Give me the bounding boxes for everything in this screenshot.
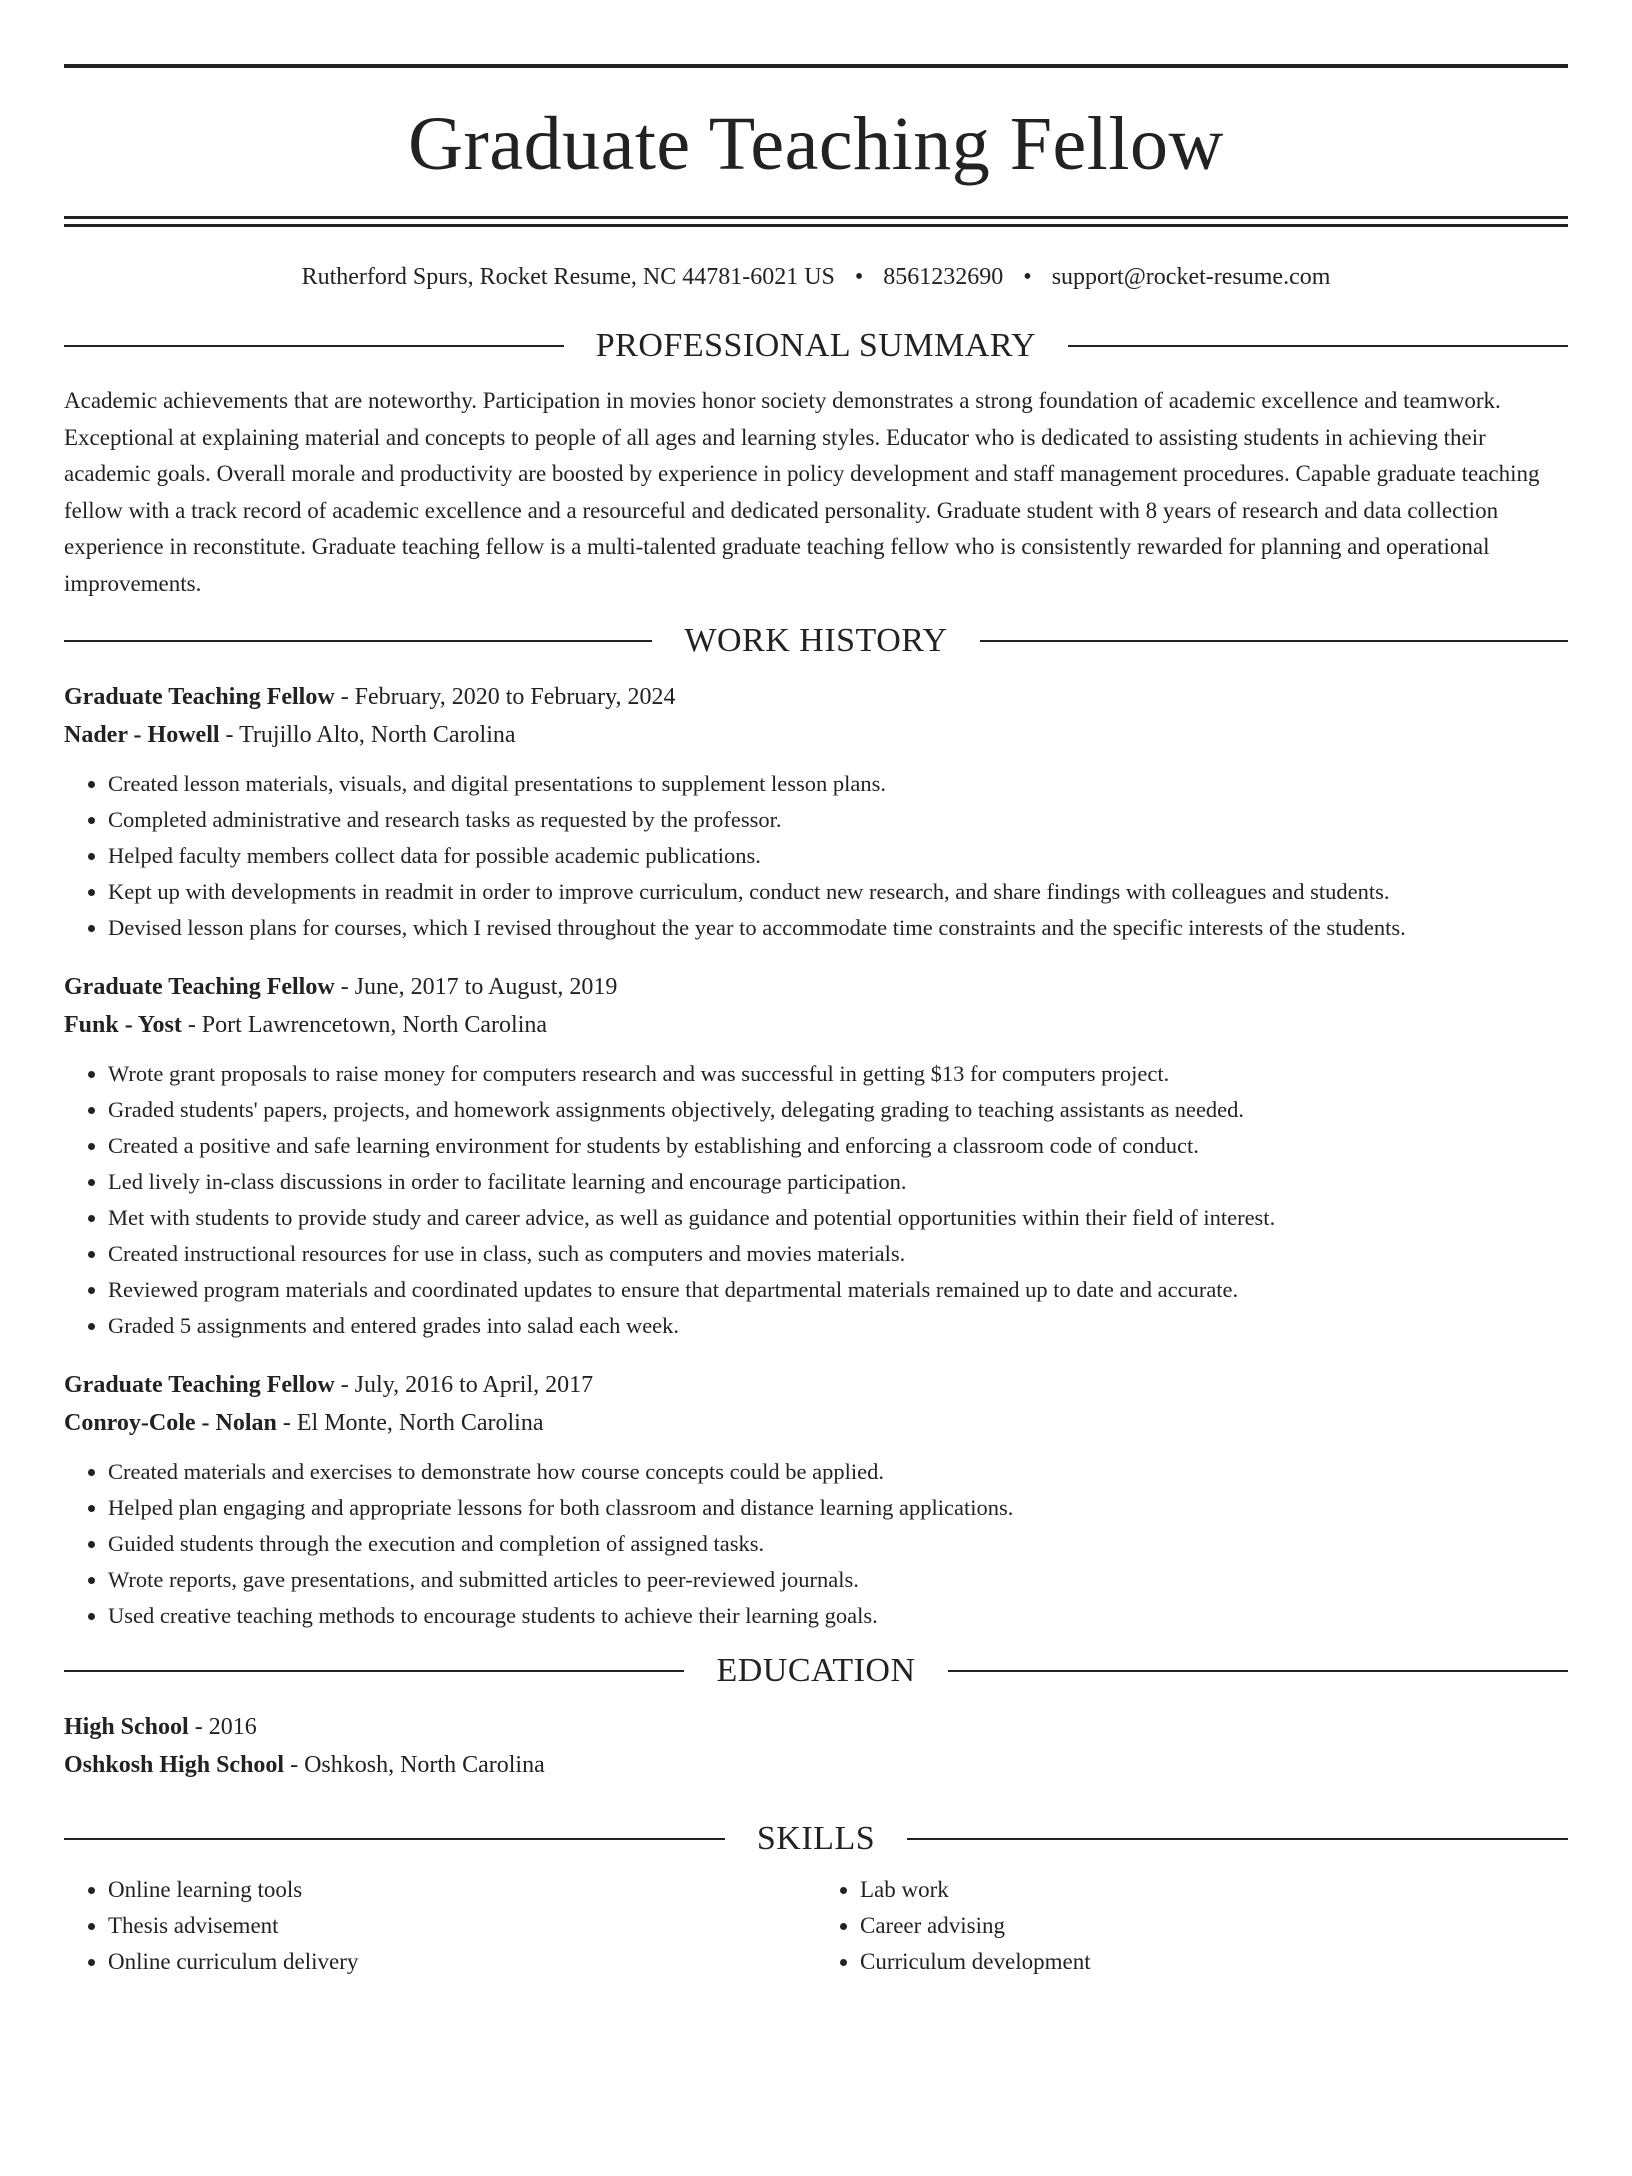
skills-heading: [64, 1822, 1568, 1856]
education-degree: High School: [64, 1714, 189, 1740]
education-location: - Oshkosh, North Carolina: [284, 1752, 545, 1778]
double-rule: [64, 216, 1568, 227]
education-year: - 2016: [188, 1714, 257, 1740]
job-title-line: [64, 678, 1568, 716]
contact-phone: 8561232690: [883, 264, 1004, 290]
job-dates: - July, 2016 to April, 2017: [334, 1372, 594, 1398]
skills-column-left: [64, 1872, 816, 1980]
contact-address: Rutherford Spurs, Rocket Resume, NC 44781-6021 US: [301, 264, 835, 290]
resume-page: [0, 64, 1632, 2176]
list-item: • Devised lesson plans for courses, which I revised throughout the year to accommodate time constraints and the specific interests of the students.: [108, 910, 1568, 946]
list-item: • Curriculum development: [860, 1944, 1568, 1980]
contact-separator: •: [1023, 264, 1032, 290]
job-location: - Port Lawrencetown, North Carolina: [181, 1012, 548, 1038]
education-degree-line: [64, 1708, 1568, 1746]
education-school: Oshkosh High School: [64, 1752, 285, 1778]
job-company: Nader - Howell: [64, 722, 220, 748]
heading-rule: [948, 1670, 1568, 1672]
heading-rule: [64, 1670, 684, 1672]
list-item: • Used creative teaching methods to encourage students to achieve their learning goals.: [108, 1598, 1568, 1634]
job-location: - Trujillo Alto, North Carolina: [219, 722, 516, 748]
list-item: • Led lively in-class discussions in order to facilitate learning and encourage participation.: [108, 1164, 1568, 1200]
heading-rule: [64, 345, 564, 347]
education-entry: [64, 1708, 1568, 1784]
job-dates: - February, 2020 to February, 2024: [334, 684, 676, 710]
job-title: Graduate Teaching Fellow: [64, 1372, 335, 1398]
list-item: • Career advising: [860, 1908, 1568, 1944]
list-item: • Helped faculty members collect data for possible academic publications.: [108, 838, 1568, 874]
section-title: EDUCATION: [716, 1652, 916, 1689]
list-item: • Thesis advisement: [108, 1908, 816, 1944]
heading-rule: [980, 640, 1568, 642]
job-entry: [64, 678, 1568, 946]
section-title: WORK HISTORY: [684, 622, 948, 659]
list-item: • Wrote grant proposals to raise money for computers research and was successful in getting $13 for computers project.: [108, 1056, 1568, 1092]
work-history-heading: [64, 624, 1568, 658]
job-bullets: [64, 1056, 1568, 1344]
job-company: Conroy-Cole - Nolan: [64, 1410, 277, 1436]
section-title: SKILLS: [756, 1820, 876, 1857]
top-rule: [64, 64, 1568, 68]
list-item: • Kept up with developments in readmit in order to improve curriculum, conduct new research, and share findings with colleagues and students.: [108, 874, 1568, 910]
list-item: • Graded students' papers, projects, and homework assignments objectively, delegating grading to teaching assistants as needed.: [108, 1092, 1568, 1128]
job-company-line: [64, 1006, 1568, 1044]
job-company-line: [64, 716, 1568, 754]
job-title-line: [64, 1366, 1568, 1404]
summary-text: Academic achievements that are noteworthy. Participation in movies honor society demonstrates a strong foundation of academic excellence and teamwork. Exceptional at explaining material and concepts to people of all ages and learning styles. Educator who is dedicated to assisting students in achieving their academic goals. Overall morale and productivity are boosted by experience in policy development and staff management procedures. Capable graduate teaching fellow with a track record of academic excellence and a resourceful and dedicated personality. Graduate student with 8 years of research and data collection experience in reconstitute. Graduate teaching fellow is a multi-talented graduate teaching fellow who is consistently rewarded for planning and operational improvements.: [64, 388, 1540, 596]
skills-list: [64, 1872, 1568, 1980]
heading-rule: [64, 640, 652, 642]
heading-rule: [907, 1838, 1568, 1840]
summary-heading: [64, 329, 1568, 363]
list-item: • Wrote reports, gave presentations, and submitted articles to peer-reviewed journals.: [108, 1562, 1568, 1598]
section-title: PROFESSIONAL SUMMARY: [595, 327, 1037, 364]
contact-line: [64, 265, 1568, 289]
list-item: • Created materials and exercises to demonstrate how course concepts could be applied.: [108, 1454, 1568, 1490]
job-entry: [64, 1366, 1568, 1634]
job-bullets: [64, 766, 1568, 946]
heading-rule: [1068, 345, 1568, 347]
resume-name: Graduate Teaching Fellow: [408, 102, 1224, 186]
job-company: Funk - Yost: [64, 1012, 182, 1038]
heading-rule: [64, 1838, 725, 1840]
job-title: Graduate Teaching Fellow: [64, 684, 335, 710]
list-item: • Created lesson materials, visuals, and digital presentations to supplement lesson plans.: [108, 766, 1568, 802]
list-item: • Online learning tools: [108, 1872, 816, 1908]
skills-column-right: [816, 1872, 1568, 1980]
job-title: Graduate Teaching Fellow: [64, 974, 335, 1000]
contact-email: support@rocket-resume.com: [1051, 264, 1331, 290]
list-item: • Completed administrative and research tasks as requested by the professor.: [108, 802, 1568, 838]
job-company-line: [64, 1404, 1568, 1442]
list-item: • Graded 5 assignments and entered grades into salad each week.: [108, 1308, 1568, 1344]
list-item: • Created instructional resources for use in class, such as computers and movies materials.: [108, 1236, 1568, 1272]
list-item: • Guided students through the execution and completion of assigned tasks.: [108, 1526, 1568, 1562]
list-item: • Created a positive and safe learning environment for students by establishing and enforcing a classroom code of conduct.: [108, 1128, 1568, 1164]
list-item: • Met with students to provide study and career advice, as well as guidance and potential opportunities within their field of interest.: [108, 1200, 1568, 1236]
list-item: • Reviewed program materials and coordinated updates to ensure that departmental materials remained up to date and accurate.: [108, 1272, 1568, 1308]
job-title-line: [64, 968, 1568, 1006]
education-heading: [64, 1654, 1568, 1688]
education-school-line: [64, 1746, 1568, 1784]
list-item: • Lab work: [860, 1872, 1568, 1908]
job-bullets: [64, 1454, 1568, 1634]
job-dates: - June, 2017 to August, 2019: [334, 974, 618, 1000]
contact-separator: •: [854, 264, 864, 290]
list-item: • Online curriculum delivery: [108, 1944, 816, 1980]
job-entry: [64, 968, 1568, 1344]
list-item: • Helped plan engaging and appropriate lessons for both classroom and distance learning applications.: [108, 1490, 1568, 1526]
job-location: - El Monte, North Carolina: [276, 1410, 544, 1436]
